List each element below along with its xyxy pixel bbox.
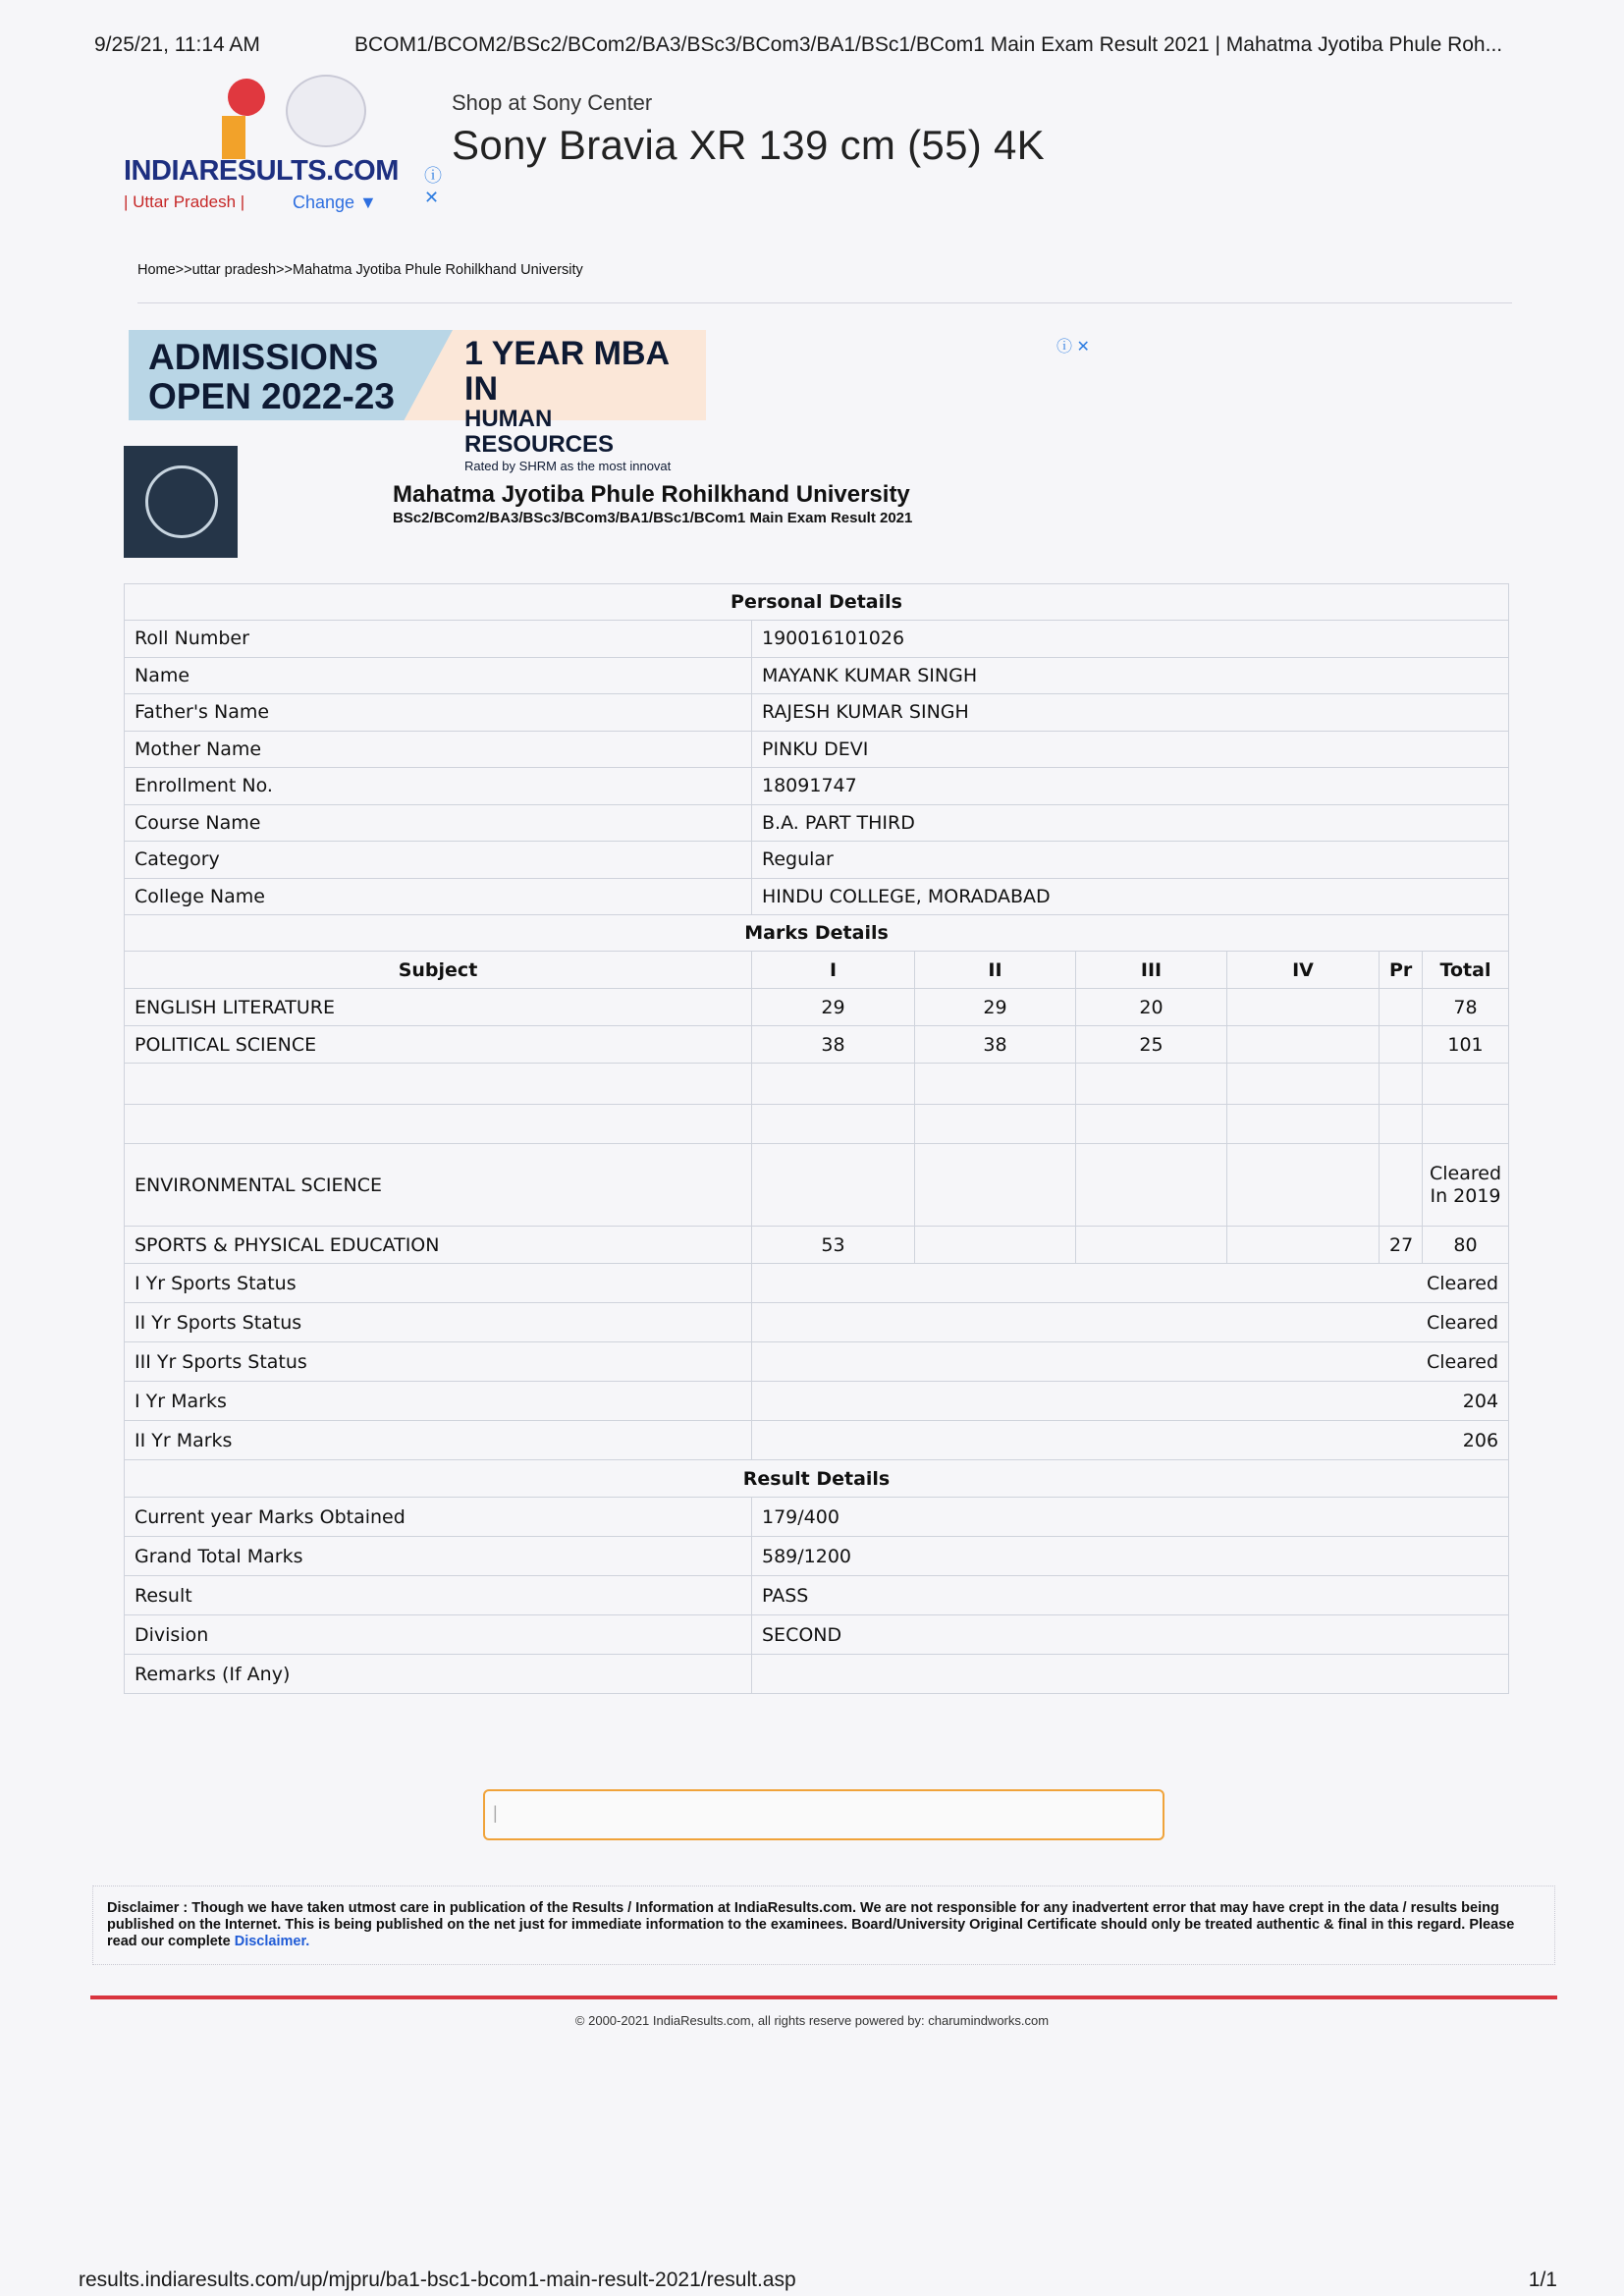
field-label: College Name bbox=[125, 878, 752, 915]
column-header: Subject bbox=[125, 952, 752, 989]
table-row bbox=[125, 621, 1509, 658]
mark-cell bbox=[1423, 1105, 1509, 1144]
university-name: Mahatma Jyotiba Phule Rohilkhand University bbox=[393, 481, 910, 508]
table-row bbox=[125, 1303, 1509, 1342]
section-heading-row bbox=[125, 915, 1509, 952]
field-value: MAYANK KUMAR SINGH bbox=[752, 657, 1509, 694]
mark-cell: 27 bbox=[1380, 1227, 1423, 1264]
logo-figure-icon bbox=[222, 79, 265, 161]
table-row bbox=[125, 1421, 1509, 1460]
column-header: I bbox=[752, 952, 915, 989]
table-row bbox=[125, 1382, 1509, 1421]
subject-name: POLITICAL SCIENCE bbox=[125, 1026, 752, 1064]
field-value: SECOND bbox=[752, 1615, 1509, 1655]
mark-cell bbox=[1227, 1026, 1380, 1064]
print-page-title: BCOM1/BCOM2/BSc2/BCom2/BA3/BSc3/BCom3/BA1/BSc1/BCom1 Main Exam Result 2021 | Mahatma Jyotiba Phule Roh... bbox=[354, 33, 1503, 56]
table-row bbox=[125, 768, 1509, 805]
column-header: IV bbox=[1227, 952, 1380, 989]
mark-cell bbox=[1380, 1144, 1423, 1227]
field-label: Roll Number bbox=[125, 621, 752, 658]
status-value: 204 bbox=[752, 1382, 1509, 1421]
footer-rule bbox=[90, 1995, 1557, 1999]
field-label: Category bbox=[125, 842, 752, 879]
mark-cell bbox=[752, 1144, 915, 1227]
mark-cell bbox=[1227, 1227, 1380, 1264]
field-value: HINDU COLLEGE, MORADABAD bbox=[752, 878, 1509, 915]
print-url: results.indiaresults.com/up/mjpru/ba1-bsc1-bcom1-main-result-2021/result.asp bbox=[79, 2269, 796, 2291]
mark-cell: 80 bbox=[1423, 1227, 1509, 1264]
university-seal-icon bbox=[124, 446, 238, 558]
ad-controls bbox=[424, 165, 442, 208]
marks-header-row bbox=[125, 952, 1509, 989]
mark-cell: 78 bbox=[1423, 989, 1509, 1026]
field-label: Division bbox=[125, 1615, 752, 1655]
mark-cell bbox=[752, 1105, 915, 1144]
field-value: RAJESH KUMAR SINGH bbox=[752, 694, 1509, 732]
section-heading-row bbox=[125, 1460, 1509, 1498]
table-row bbox=[125, 1105, 1509, 1144]
mark-cell bbox=[915, 1227, 1076, 1264]
subject-name bbox=[125, 1105, 752, 1144]
logo-wordmark: INDIARESULTS.COM bbox=[124, 155, 399, 187]
table-row bbox=[125, 1144, 1509, 1227]
mark-cell: 20 bbox=[1076, 989, 1227, 1026]
mark-cell bbox=[1227, 1064, 1380, 1105]
breadcrumb[interactable]: Home>>uttar pradesh>>Mahatma Jyotiba Phule Rohilkhand University bbox=[137, 262, 583, 278]
mark-cell bbox=[1076, 1105, 1227, 1144]
mark-cell bbox=[1076, 1227, 1227, 1264]
disclaimer-text: Disclaimer : Though we have taken utmost care in publication of the Results / Information at IndiaResults.com. We are not responsible for any inadvertent error that may have crept in the data / results being published on the Internet. This is being published on the net just for immediate information to the examinees. Board/University Original Certificate should only be treated authentic & final in this regard. Please read our complete bbox=[107, 1900, 1515, 1949]
field-value: PASS bbox=[752, 1576, 1509, 1615]
field-value bbox=[752, 1655, 1509, 1694]
ad-info-icon[interactable]: ⓘ bbox=[424, 166, 442, 186]
status-label: I Yr Marks bbox=[125, 1382, 752, 1421]
mark-cell bbox=[1227, 1144, 1380, 1227]
mark-cell bbox=[752, 1064, 915, 1105]
table-row bbox=[125, 1537, 1509, 1576]
table-row bbox=[125, 1026, 1509, 1064]
field-value: 190016101026 bbox=[752, 621, 1509, 658]
field-label: Mother Name bbox=[125, 731, 752, 768]
table-row bbox=[125, 694, 1509, 732]
table-row bbox=[125, 1576, 1509, 1615]
mark-cell bbox=[1380, 1064, 1423, 1105]
banner-mba-text: 1 YEAR MBA IN HUMAN RESOURCES Rated by SHRM as the most innovat bbox=[464, 335, 672, 473]
mark-cell: 53 bbox=[752, 1227, 915, 1264]
column-header: Total bbox=[1423, 952, 1509, 989]
result-table bbox=[124, 583, 1509, 1694]
field-label: Grand Total Marks bbox=[125, 1537, 752, 1576]
divider bbox=[137, 302, 1512, 303]
mark-cell bbox=[915, 1144, 1076, 1227]
banner-admissions-text: ADMISSIONS OPEN 2022-23 bbox=[148, 337, 395, 416]
mark-cell bbox=[1423, 1064, 1509, 1105]
field-label: Name bbox=[125, 657, 752, 694]
column-header: Pr bbox=[1380, 952, 1423, 989]
state-label: | Uttar Pradesh | bbox=[124, 192, 245, 211]
result-details-heading: Result Details bbox=[125, 1460, 1509, 1498]
exam-name: BSc2/BCom2/BA3/BSc3/BCom3/BA1/BSc1/BCom1 Main Exam Result 2021 bbox=[393, 510, 913, 526]
field-label: Course Name bbox=[125, 804, 752, 842]
print-page-number: 1/1 bbox=[1528, 2269, 1557, 2291]
banner-ad-controls-icon[interactable]: ⓘ ✕ bbox=[1056, 339, 1090, 355]
mark-cell bbox=[1076, 1144, 1227, 1227]
mark-cell bbox=[1380, 1105, 1423, 1144]
status-value: 206 bbox=[752, 1421, 1509, 1460]
ad-headline[interactable]: Sony Bravia XR 139 cm (55) 4K bbox=[452, 122, 1045, 168]
mark-cell: 29 bbox=[915, 989, 1076, 1026]
table-row bbox=[125, 731, 1509, 768]
disclaimer bbox=[92, 1886, 1555, 1965]
marks-details-heading: Marks Details bbox=[125, 915, 1509, 952]
table-row bbox=[125, 1655, 1509, 1694]
mark-cell bbox=[1227, 989, 1380, 1026]
field-value: Regular bbox=[752, 842, 1509, 879]
table-row bbox=[125, 657, 1509, 694]
table-row bbox=[125, 1498, 1509, 1537]
mark-cell: 29 bbox=[752, 989, 915, 1026]
table-row bbox=[125, 1064, 1509, 1105]
field-value: 589/1200 bbox=[752, 1537, 1509, 1576]
state-map-icon bbox=[286, 75, 366, 147]
table-row bbox=[125, 842, 1509, 879]
mark-cell bbox=[1227, 1105, 1380, 1144]
status-value: Cleared bbox=[752, 1342, 1509, 1382]
print-header bbox=[94, 33, 1575, 63]
field-label: Father's Name bbox=[125, 694, 752, 732]
mark-cell bbox=[1076, 1064, 1227, 1105]
field-value: 179/400 bbox=[752, 1498, 1509, 1537]
disclaimer-link[interactable]: Disclaimer. bbox=[234, 1934, 310, 1949]
site-logo[interactable] bbox=[124, 75, 399, 222]
ad-close-icon[interactable]: ✕ bbox=[424, 188, 440, 207]
subject-name: ENGLISH LITERATURE bbox=[125, 989, 752, 1026]
mark-cell bbox=[1380, 989, 1423, 1026]
change-state-link[interactable]: Change ▼ bbox=[293, 192, 377, 212]
admissions-banner-ad[interactable] bbox=[129, 330, 706, 473]
mark-cell: 25 bbox=[1076, 1026, 1227, 1064]
field-value: B.A. PART THIRD bbox=[752, 804, 1509, 842]
ad-sponsor: Shop at Sony Center bbox=[452, 90, 653, 115]
mark-cell bbox=[1380, 1026, 1423, 1064]
copyright: © 2000-2021 IndiaResults.com, all rights reserve powered by: charumindworks.com bbox=[574, 2013, 1050, 2028]
personal-details-heading: Personal Details bbox=[125, 584, 1509, 621]
field-label: Remarks (If Any) bbox=[125, 1655, 752, 1694]
mark-cell: 38 bbox=[915, 1026, 1076, 1064]
mark-cell: Cleared In 2019 bbox=[1423, 1144, 1509, 1227]
table-row bbox=[125, 1342, 1509, 1382]
status-label: I Yr Sports Status bbox=[125, 1264, 752, 1303]
status-label: II Yr Sports Status bbox=[125, 1303, 752, 1342]
mark-cell: 101 bbox=[1423, 1026, 1509, 1064]
status-label: II Yr Marks bbox=[125, 1421, 752, 1460]
field-value: PINKU DEVI bbox=[752, 731, 1509, 768]
status-value: Cleared bbox=[752, 1303, 1509, 1342]
column-header: III bbox=[1076, 952, 1227, 989]
subject-name bbox=[125, 1064, 752, 1105]
status-value: Cleared bbox=[752, 1264, 1509, 1303]
table-row bbox=[125, 878, 1509, 915]
field-label: Enrollment No. bbox=[125, 768, 752, 805]
table-row bbox=[125, 1227, 1509, 1264]
subject-name: SPORTS & PHYSICAL EDUCATION bbox=[125, 1227, 752, 1264]
field-label: Current year Marks Obtained bbox=[125, 1498, 752, 1537]
table-row bbox=[125, 1615, 1509, 1655]
mark-cell bbox=[915, 1105, 1076, 1144]
table-row bbox=[125, 804, 1509, 842]
mark-cell bbox=[915, 1064, 1076, 1105]
mark-cell: 38 bbox=[752, 1026, 915, 1064]
print-datetime: 9/25/21, 11:14 AM bbox=[94, 33, 260, 56]
table-row bbox=[125, 989, 1509, 1026]
sony-ad[interactable] bbox=[452, 90, 1139, 169]
status-label: III Yr Sports Status bbox=[125, 1342, 752, 1382]
section-heading-row bbox=[125, 584, 1509, 621]
subject-name: ENVIRONMENTAL SCIENCE bbox=[125, 1144, 752, 1227]
field-label: Result bbox=[125, 1576, 752, 1615]
table-row bbox=[125, 1264, 1509, 1303]
column-header: II bbox=[915, 952, 1076, 989]
comment-input[interactable]: | bbox=[483, 1789, 1164, 1840]
field-value: 18091747 bbox=[752, 768, 1509, 805]
